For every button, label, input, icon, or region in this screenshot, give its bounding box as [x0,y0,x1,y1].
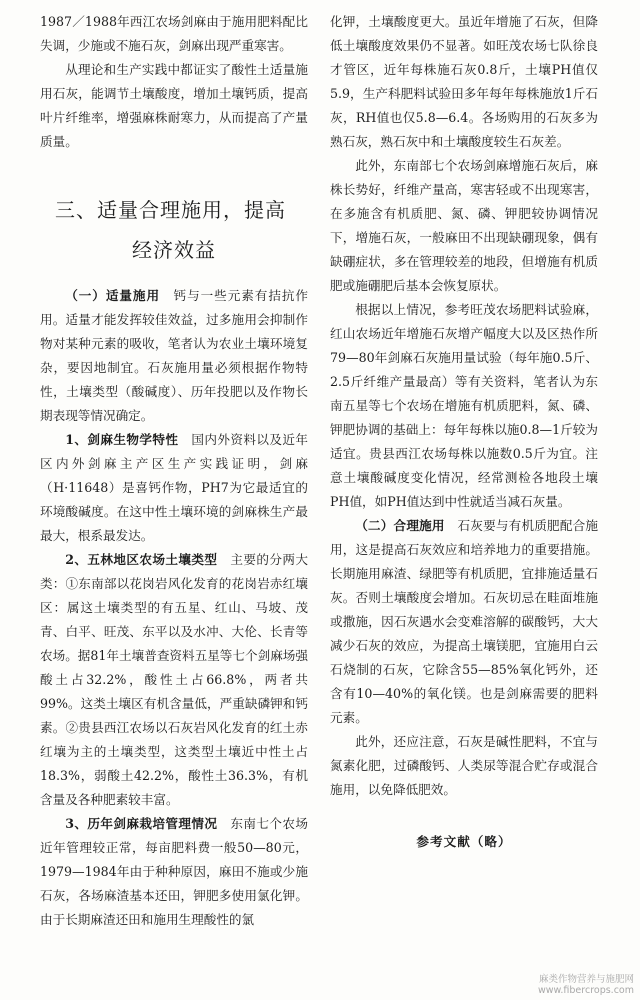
subsection-2-heading: （二）合理施用 [355,518,445,533]
item-2-paragraph [40,548,308,812]
references-heading: 参考文献（略） [416,834,512,849]
caution-paragraph: 此外，还应注意，石灰是碱性肥料，不宜与氮素化肥，过磷酸钙、人类尿等混合贮存或混合施用，以免降低肥效。 [330,734,598,797]
subsection-1-text: 钙与一些元素有拮抗作用。适量才能发挥较佳效益，过多施用会抑制作物对某种元素的吸收，笔者认为农业土壤环境复杂，要因地制宜。石灰施用量必须根据作物特性，土壤类型（酸碱度）、历年投肥以及作物长期表现等情况确定。 [40,288,309,423]
item-2-heading: 2、五林地区农场土壤类型 [65,552,218,567]
section-title-line-2: 经济效益 [132,238,216,262]
item-2-text: 主要的分两大类：①东南部以花岗岩风化发育的花岗岩赤红壤区：属这土壤类型的有五星、红山、马坡、茂青、白平、旺茂、东平以及水冲、大伦、长青等农场。据81年土壤普查资料五星等七个剑麻场强酸土占32.2%，酸性土占66.8%，两者共99%。这类土壤区有机含量低，严重缺磷钾和钙素。②贵县西江农场以石灰岩风化发育的红土赤红壤为主的土壤类型，这类型土壤近中性土占18.3%，弱酸土42.2%，酸性土36.3%，有机含量及各种肥素较丰富。 [40,552,309,807]
other-observations-paragraph: 此外，东南部七个农场剑麻增施石灰后，麻株长势好，纤维产量高，寒害轻或不出现寒害，在多施含有机质肥、氮、磷、钾肥较协调情况下，增施石灰，一般麻田不出现缺硼现象，偶有缺硼症状，多在管理较差的地段，但增施有机质肥或施硼肥后基本会恢复原状。 [330,158,598,293]
watermark-name: 麻类作物营养与施肥网 [538,974,634,985]
section-title [40,194,308,266]
item-1-text: 国内外资料以及近年区内外剑麻主产区生产实践证明，剑麻（H·11648）是喜钙作物，PH7为它最适宜的环境酸碱度。在这中性土壤环境的剑麻株生产最最大，根系最发达。 [40,432,309,543]
subsection-1-paragraph [40,284,308,428]
item-3-heading: 3、历年剑麻栽培管理情况 [65,816,218,831]
recommendation-paragraph: 根据以上情况，参考旺茂农场肥料试验麻，红山农场近年增施石灰增产幅度大以及区热作所79—80年剑麻石灰施用量试验（每年施0.5斤、2.5斤纤维产量最高）等有关资料，笔者认为东南五星等七个农场在增施有机质肥料，氮、磷、钾肥协调的基础上：每年每株以施0.8—1斤较为适宜。贵县西江农场每株以施数0.5斤为宜。注意土壤酸碱度变化情况，经常测检各地段土壤PH值，如PH值达到中性就适当减石灰量。 [330,302,598,509]
intro-paragraph-2: 从理论和生产实践中都证实了酸性土适量施用石灰，能调节土壤酸度，增加土壤钙质，提高叶片纤维率，增强麻株耐寒力，从而提高了产量质量。 [40,62,308,149]
subsection-2-text: 石灰要与有机质肥配合施用，这是提高石灰效应和培养地力的重要措施。长期施用麻渣、绿肥等有机质肥，宜排施适量石灰。否则土壤酸度会增加。石灰切忌在畦面堆施或撒施，因石灰遇水会变难溶解的碳酸钙，大大减少石灰的效应，为提高土壤镁肥，宜施用白云石烧制的石灰，它除含55—85%氧化钙外，还含有10—40%的氧化镁。也是剑麻需要的肥料元素。 [330,518,599,725]
subsection-1-heading: （一）适量施用 [65,288,160,303]
intro-paragraph-1: 1987／1988年西江农场剑麻由于施用肥料配比失调，少施或不施石灰，剑麻出现严重寒害。 [40,14,308,53]
right-column [330,10,598,854]
site-watermark [538,974,634,996]
item-3-paragraph [40,812,308,932]
item-3-text: 东南七个农场近年管理较正常，每亩肥料费一般50—80元，1979—1984年由于种种原因，麻田不施或少施石灰，各场麻渣基本还田，钾肥多使用氯化钾。由于长期麻渣还田和施用生理酸性的氯 [40,816,309,927]
watermark-url: www.fibercrops.com [537,985,634,996]
section-title-line-1: 三、适量合理施用，提高 [55,198,286,222]
continued-paragraph: 化钾，土壤酸度更大。虽近年增施了石灰，但降低土壤酸度效果仍不显著。如旺茂农场七队徐良才管区，近年每株施石灰0.8斤，土壤PH值仅5.9，生产科肥料试验田多年每年每株施放1斤石灰，RH值也仅5.8—6.4。各场购用的石灰多为熟石灰，熟石灰中和土壤酸度较生石灰差。 [330,14,598,149]
item-1-paragraph [40,428,308,548]
left-column [40,10,308,932]
subsection-2-paragraph [330,514,598,730]
item-1-heading: 1、剑麻生物学特性 [65,432,179,447]
